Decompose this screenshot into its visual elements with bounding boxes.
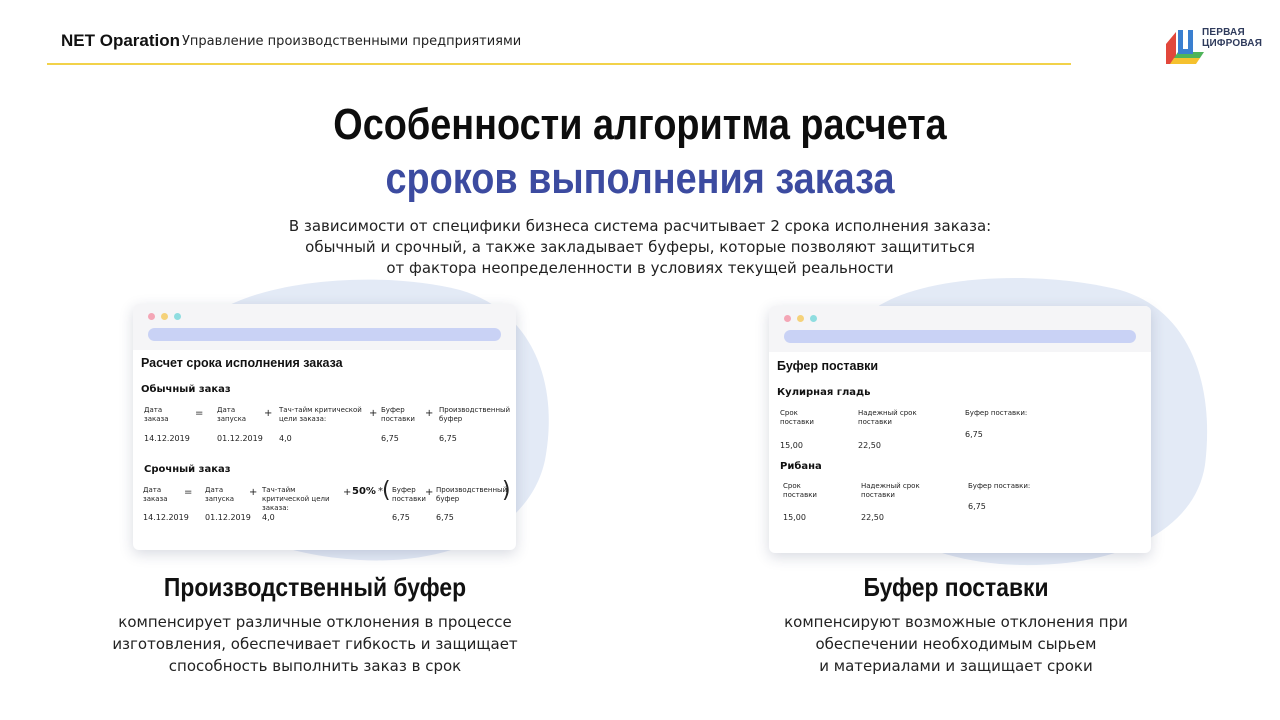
label-start-date: Дата запуска bbox=[217, 406, 247, 423]
value-supply-buffer: 6,75 bbox=[381, 434, 399, 443]
normal-order-heading: Обычный заказ bbox=[141, 384, 231, 395]
close-parenthesis: ) bbox=[502, 478, 511, 503]
search-bar bbox=[148, 328, 501, 341]
header-subtitle: Управление производственными предприятиями bbox=[182, 34, 522, 49]
op-plus: + bbox=[249, 487, 258, 498]
urgent-order-heading: Срочный заказ bbox=[144, 464, 231, 475]
urgent-percent: 50% bbox=[352, 486, 376, 497]
production-buffer-line1: компенсирует различные отклонения в процессе bbox=[118, 613, 512, 631]
card-title: Буфер поставки bbox=[777, 359, 879, 373]
page-title-line2: сроков выполнения заказа bbox=[385, 154, 895, 203]
value-touch-time: 4,0 bbox=[262, 513, 275, 522]
value-supply-term: 15,00 bbox=[783, 513, 806, 522]
value-supply-buffer: 6,75 bbox=[965, 430, 983, 439]
op-plus: + bbox=[425, 408, 434, 419]
production-buffer-title: Производственный буфер bbox=[163, 572, 467, 602]
production-buffer-description bbox=[85, 611, 545, 677]
label-supply-buffer: Буфер поставки: bbox=[968, 482, 1031, 490]
open-parenthesis: ( bbox=[382, 478, 391, 503]
value-production-buffer: 6,75 bbox=[436, 513, 454, 522]
window-dot-yellow-icon bbox=[797, 315, 804, 322]
label-order-date: Дата заказа bbox=[144, 406, 169, 423]
supply-buffer-line3: и материалами и защищает сроки bbox=[819, 657, 1093, 675]
order-deadline-card bbox=[133, 304, 516, 550]
logo-text-line2: ЦИФРОВАЯ bbox=[1202, 38, 1263, 49]
op-equals: = bbox=[195, 408, 204, 419]
op-plus: + bbox=[425, 487, 434, 498]
production-buffer-line3: способность выполнить заказ в срок bbox=[168, 657, 462, 675]
card-title: Расчет срока исполнения заказа bbox=[141, 356, 343, 370]
search-bar bbox=[784, 330, 1136, 343]
value-supply-buffer: 6,75 bbox=[968, 502, 986, 511]
window-dot-red-icon bbox=[148, 313, 155, 320]
window-dot-red-icon bbox=[784, 315, 791, 322]
value-start-date: 01.12.2019 bbox=[217, 434, 263, 443]
label-production-buffer: Производственный буфер bbox=[436, 486, 508, 503]
value-start-date: 01.12.2019 bbox=[205, 513, 251, 522]
label-reliable-term: Надежный срок поставки bbox=[858, 409, 917, 426]
label-supply-term: Срок поставки bbox=[780, 409, 814, 426]
value-production-buffer: 6,75 bbox=[439, 434, 457, 443]
card-window-bar bbox=[769, 306, 1151, 352]
supply-buffer-line1: компенсируют возможные отклонения при bbox=[784, 613, 1128, 631]
logo-text-line1: ПЕРВАЯ bbox=[1202, 27, 1245, 38]
op-plus: + bbox=[343, 487, 352, 498]
material-name: Кулирная гладь bbox=[777, 387, 871, 398]
value-supply-term: 15,00 bbox=[780, 441, 803, 450]
label-supply-buffer: Буфер поставки bbox=[392, 486, 426, 503]
intro-line1: В зависимости от специфики бизнеса система расчитывает 2 срока исполнения заказа: bbox=[288, 217, 992, 235]
label-touch-time: Тач-тайм критической цели заказа: bbox=[262, 486, 330, 512]
brand-name: NET Oparation bbox=[61, 31, 181, 50]
value-order-date: 14.12.2019 bbox=[144, 434, 190, 443]
value-reliable-term: 22,50 bbox=[858, 441, 881, 450]
header-divider bbox=[47, 63, 1071, 65]
card-window-bar bbox=[133, 304, 516, 350]
label-supply-buffer: Буфер поставки: bbox=[965, 409, 1028, 417]
logo-text bbox=[1202, 27, 1262, 49]
label-touch-time: Тач-тайм критической цели заказа: bbox=[279, 406, 362, 423]
label-order-date: Дата заказа bbox=[143, 486, 168, 503]
supply-buffer-title: Буфер поставки bbox=[863, 572, 1049, 602]
supply-buffer-line2: обеспечении необходимым сырьем bbox=[815, 635, 1097, 653]
production-buffer-line2: изготовления, обеспечивает гибкость и защищает bbox=[112, 635, 518, 653]
supply-buffer-card bbox=[769, 306, 1151, 553]
op-plus: + bbox=[264, 408, 273, 419]
op-plus: + bbox=[369, 408, 378, 419]
value-touch-time: 4,0 bbox=[279, 434, 292, 443]
page-title-line1: Особенности алгоритма расчета bbox=[333, 100, 947, 149]
op-multiply: * bbox=[378, 486, 383, 497]
intro-line3: от фактора неопределенности в условиях текущей реальности bbox=[386, 259, 894, 277]
window-dot-cyan-icon bbox=[174, 313, 181, 320]
window-dot-cyan-icon bbox=[810, 315, 817, 322]
op-equals: = bbox=[184, 487, 193, 498]
value-supply-buffer: 6,75 bbox=[392, 513, 410, 522]
label-start-date: Дата запуска bbox=[205, 486, 235, 503]
label-supply-buffer: Буфер поставки bbox=[381, 406, 415, 423]
label-reliable-term: Надежный срок поставки bbox=[861, 482, 920, 499]
intro-line2: обычный и срочный, а также закладывает буферы, которые позволяют защититься bbox=[305, 238, 975, 256]
window-dot-yellow-icon bbox=[161, 313, 168, 320]
supply-buffer-description bbox=[726, 611, 1186, 677]
label-production-buffer: Производственный буфер bbox=[439, 406, 511, 423]
value-reliable-term: 22,50 bbox=[861, 513, 884, 522]
value-order-date: 14.12.2019 bbox=[143, 513, 189, 522]
label-supply-term: Срок поставки bbox=[783, 482, 817, 499]
material-name: Рибана bbox=[780, 461, 822, 472]
